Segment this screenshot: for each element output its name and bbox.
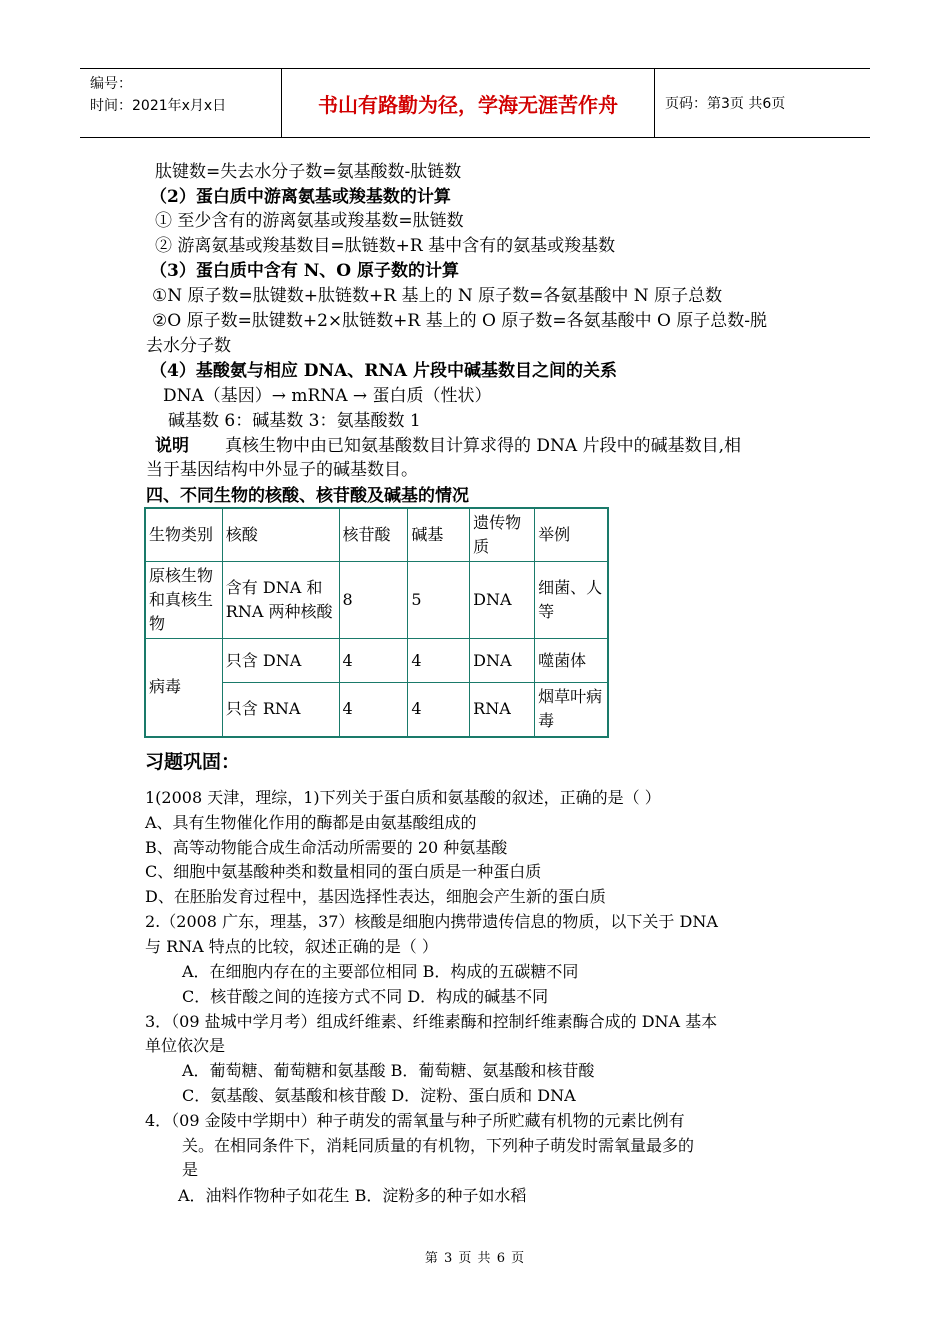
page-header — [80, 68, 870, 138]
text-line: ① 至少含有的游离氨基或羧基数=肽链数 — [155, 211, 464, 231]
table-cell: 噬菌体 — [535, 639, 608, 683]
option-1d: D、在胚胎发育过程中，基因选择性表达，细胞会产生新的蛋白质 — [145, 887, 606, 906]
number-label: 编号： — [90, 76, 132, 92]
table-header-cell: 碱基 — [408, 508, 470, 562]
table-row — [145, 639, 608, 683]
question-4-cont: 关。在相同条件下，消耗同质量的有机物，下列种子萌发时需氧量最多的 — [182, 1136, 695, 1155]
exercise-title: 习题巩固： — [145, 751, 241, 773]
table-cell: 只含 RNA — [222, 683, 339, 737]
table-cell: 4 — [339, 639, 408, 683]
table-header-cell: 举例 — [535, 508, 608, 562]
table-header-row — [145, 508, 608, 562]
table-cell: DNA — [470, 562, 535, 639]
note-label: 说明 — [155, 436, 189, 456]
option-1a: A、具有生物催化作用的酶都是由氨基酸组成的 — [145, 813, 477, 832]
text-line: 肽键数=失去水分子数=氨基酸数-肽链数 — [155, 162, 462, 182]
table-cell: 4 — [339, 683, 408, 737]
header-info — [80, 69, 282, 137]
table-cell: 细菌、人等 — [535, 562, 608, 639]
question-2: 2.（2008 广东，理基，37）核酸是细胞内携带遗传信息的物质，以下关于 DNA — [145, 912, 718, 931]
section-heading: （4）基酸氨与相应 DNA、RNA 片段中碱基数目之间的关系 — [150, 361, 617, 381]
table-cell: 4 — [408, 683, 470, 737]
question-4: 4．（09 金陵中学期中）种子萌发的需氧量与种子所贮藏有机物的元素比例有 — [145, 1111, 685, 1130]
header-page-number: 页码：第3页 共6页 — [665, 96, 786, 112]
nucleic-acid-table — [144, 507, 609, 738]
section-heading: （2）蛋白质中游离氨基或羧基数的计算 — [150, 187, 451, 207]
page-footer: 第 3 页 共 6 页 — [424, 1251, 526, 1266]
text-line: ①N 原子数=肽键数+肽链数+R 基上的 N 原子数=各氨基酸中 N 原子总数 — [152, 286, 723, 306]
question-2-cont: 与 RNA 特点的比较，叙述正确的是（ ） — [145, 937, 438, 956]
table-header-cell: 核酸 — [222, 508, 339, 562]
table-cell: RNA — [470, 683, 535, 737]
table-header-cell: 核苷酸 — [339, 508, 408, 562]
table-cell: 5 — [408, 562, 470, 639]
table-cell: 烟草叶病毒 — [535, 683, 608, 737]
question-3-cont: 单位依次是 — [145, 1036, 226, 1055]
options-2cd: C．核苷酸之间的连接方式不同 D．构成的碱基不同 — [182, 987, 549, 1006]
text-line: 真核生物中由已知氨基酸数目计算求得的 DNA 片段中的碱基数目,相 — [225, 436, 741, 456]
table-cell: DNA — [470, 639, 535, 683]
text-line: ②O 原子数=肽键数+2×肽链数+R 基上的 O 原子数=各氨基酸中 O 原子总数-脱 — [152, 311, 768, 331]
question-1: 1(2008 天津，理综，1)下列关于蛋白质和氨基酸的叙述，正确的是（ ） — [145, 788, 661, 807]
table-row — [145, 562, 608, 639]
text-line: 去水分子数 — [146, 336, 231, 356]
options-3ab: A．葡萄糖、葡萄糖和氨基酸 B．葡萄糖、氨基酸和核苷酸 — [182, 1061, 595, 1080]
text-line: ② 游离氨基或羧基数目=肽链数+R 基中含有的氨基或羧基数 — [155, 236, 616, 256]
table-cell: 8 — [339, 562, 408, 639]
option-1b: B、高等动物能合成生命活动所需要的 20 种氨基酸 — [145, 838, 508, 857]
ratio-line: 碱基数 6：碱基数 3：氨基酸数 1 — [168, 411, 421, 431]
table-header-cell: 遗传物质 — [470, 508, 535, 562]
table-cell: 原核生物和真核生物 — [145, 562, 222, 639]
table-cell: 含有 DNA 和 RNA 两种核酸 — [222, 562, 339, 639]
header-motto: 书山有路勤为径，学海无涯苦作舟 — [282, 69, 655, 137]
section-title: 四、不同生物的核酸、核苷酸及碱基的情况 — [146, 486, 469, 506]
option-1c: C、细胞中氨基酸种类和数量相同的蛋白质是一种蛋白质 — [145, 862, 542, 881]
table-header-cell: 生物类别 — [145, 508, 222, 562]
options-4ab: A．油料作物种子如花生 B．淀粉多的种子如水稻 — [178, 1186, 527, 1205]
table-cell: 4 — [408, 639, 470, 683]
section-heading: （3）蛋白质中含有 N、O 原子数的计算 — [150, 261, 460, 281]
question-3: 3．（09 盐城中学月考）组成纤维素、纤维素酶和控制纤维素酶合成的 DNA 基本 — [145, 1012, 718, 1031]
text-line: 当于基因结构中外显子的碱基数目。 — [146, 460, 418, 480]
table-cell: 只含 DNA — [222, 639, 339, 683]
time-label: 时间：2021年x月x日 — [90, 98, 227, 114]
question-4-cont: 是 — [182, 1160, 199, 1179]
options-3cd: C．氨基酸、氨基酸和核苷酸 D．淀粉、蛋白质和 DNA — [182, 1086, 576, 1105]
dna-flow-line: DNA（基因）→ mRNA → 蛋白质（性状） — [163, 386, 492, 406]
options-2ab: A．在细胞内存在的主要部位相同 B．构成的五碳糖不同 — [182, 962, 579, 981]
table-cell: 病毒 — [145, 639, 222, 737]
